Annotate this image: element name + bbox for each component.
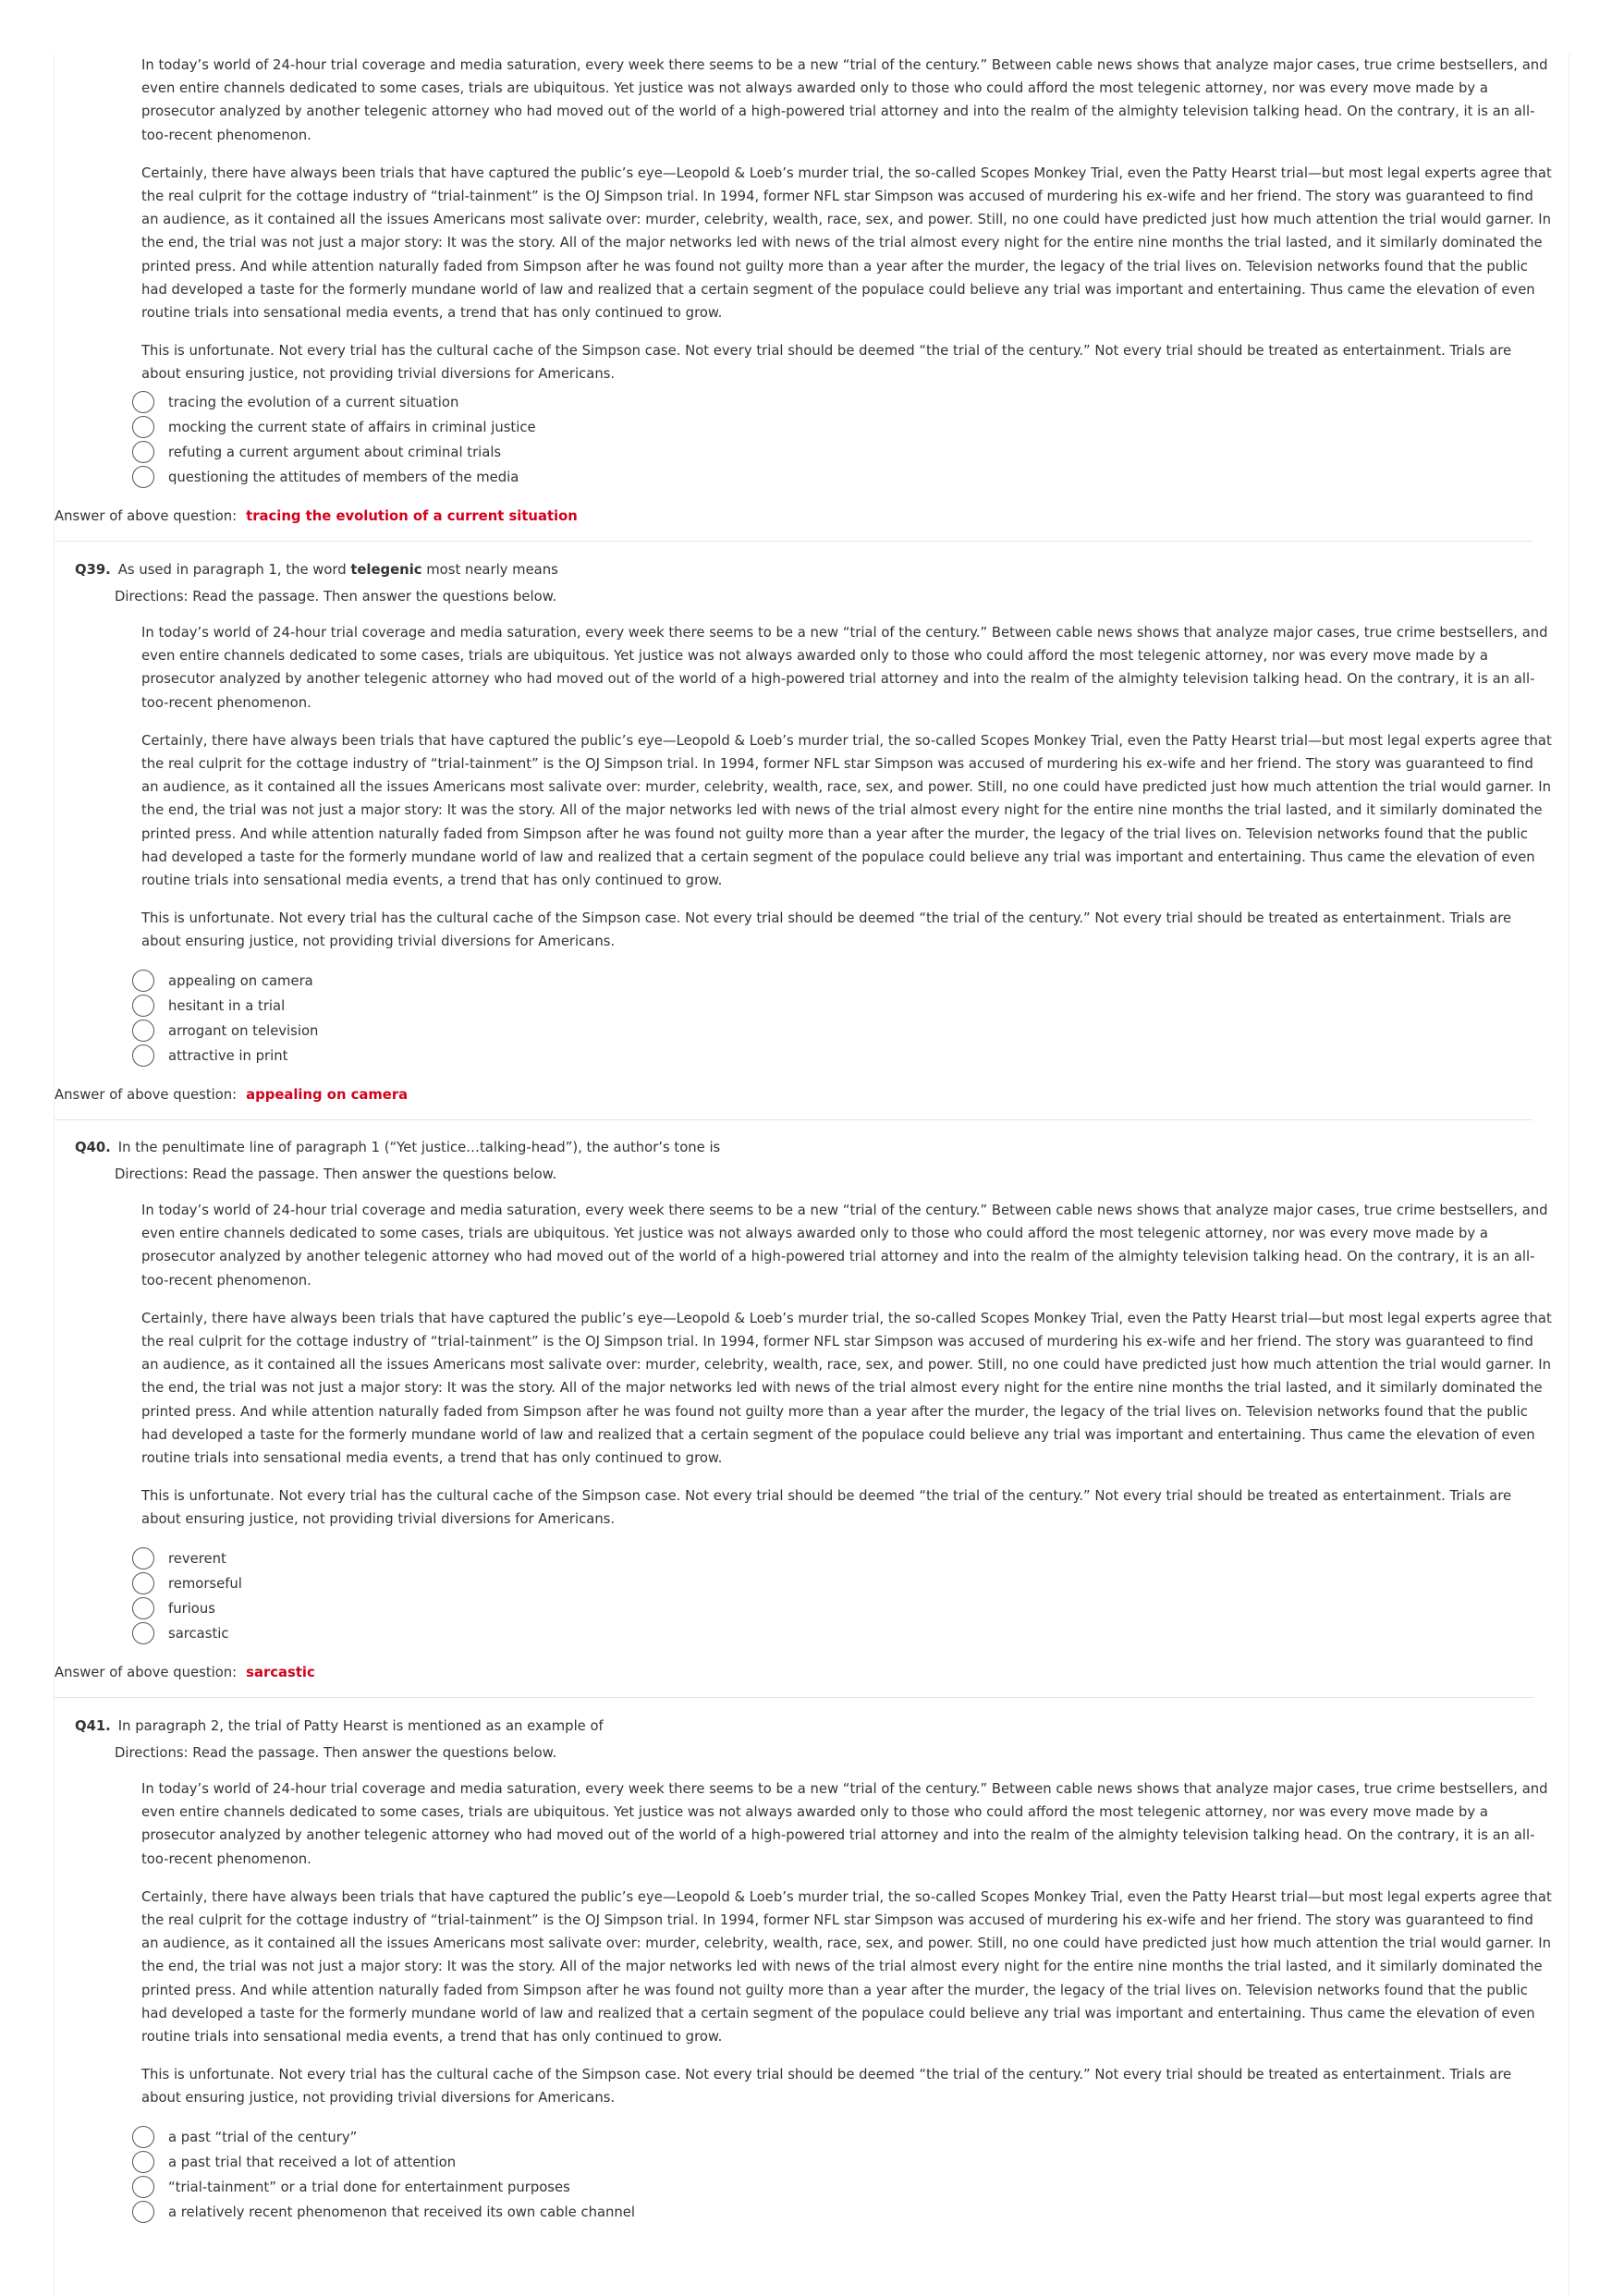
answer-prefix: Answer of above question: (55, 1664, 238, 1680)
radio-button[interactable] (132, 466, 154, 488)
option-item[interactable] (132, 1546, 1554, 1571)
passage (141, 54, 1554, 386)
option-item[interactable] (132, 2125, 1554, 2150)
option-label: attractive in print (168, 1047, 288, 1064)
option-label: remorseful (168, 1575, 242, 1592)
radio-button[interactable] (132, 1044, 154, 1067)
passage-paragraph: Certainly, there have always been trials that have captured the public’s eye—Leopold & Loeb’s murder trial, the so-called Scopes Monkey Trial, even the Patty Hearst trial—but most legal experts agree that the real culprit for the cottage industry of “trial-tainment” is the OJ Simpson trial. In 1994, former NFL star Simpson was accused of murdering his ex-wife and her friend. The story was guaranteed to find an audience, as it contained all the issues Americans most salivate over: murder, celebrity, wealth, race, sex, and power. Still, no one could have predicted just how much attention the trial would garner. In the end, the trial was not just a major story: It was the story. All of the major networks led with news of the trial almost every night for the entire nine months the trial lasted, and it similarly dominated the printed press. And while attention naturally faded from Simpson after he was found not guilty more than a year after the murder, the legacy of the trial lives on. Television networks found that the public had developed a taste for the formerly mundane world of law and realized that a certain segment of the populace could believe any trial was important and entertaining. Thus came the elevation of even routine trials into sensational media events, a trend that has only continued to grow. (141, 1310, 1552, 1467)
divider (55, 1119, 1533, 1120)
question-text: In paragraph 2, the trial of Patty Hearst is mentioned as an example of (117, 1718, 604, 1734)
divider (55, 1697, 1533, 1698)
question-stem (75, 1136, 1554, 1159)
divider (55, 541, 1533, 542)
option-item[interactable] (132, 1019, 1554, 1044)
question-text: As used in paragraph 1, the word (117, 562, 351, 578)
question-number: Q39. (75, 562, 111, 578)
passage-paragraph: In today’s world of 24-hour trial coverage and media saturation, every week there seems to be a new “trial of the century.” Between cable news shows that analyze major cases, true crime bestsellers, and even entire channels dedicated to some cases, trials are ubiquitous. Yet justice was not always awarded only to those who could afford the most telegenic attorney, nor was every move made by a prosecutor analyzed by another telegenic attorney who had moved out of the world of a high-powered trial attorney and into the realm of the almighty television talking head. On the contrary, it is an all-too-recent phenomenon. (141, 57, 1548, 143)
question-stem (75, 558, 1554, 581)
radio-button[interactable] (132, 1597, 154, 1619)
option-item[interactable] (132, 2150, 1554, 2175)
option-label: a past trial that received a lot of attention (168, 2154, 457, 2170)
option-label: furious (168, 1600, 215, 1617)
option-label: a relatively recent phenomenon that received its own cable channel (168, 2204, 636, 2220)
question-text: most nearly means (421, 562, 558, 578)
option-label: “trial-tainment” or a trial done for entertainment purposes (168, 2179, 570, 2195)
radio-button[interactable] (132, 2176, 154, 2198)
radio-button[interactable] (132, 2151, 154, 2173)
passage (141, 621, 1554, 954)
option-label: a past “trial of the century” (168, 2129, 358, 2145)
answer-value: tracing the evolution of a current situation (246, 507, 578, 524)
answer-prefix: Answer of above question: (55, 507, 238, 524)
radio-button[interactable] (132, 1622, 154, 1644)
radio-button[interactable] (132, 1547, 154, 1569)
option-item[interactable] (132, 994, 1554, 1019)
option-label: arrogant on television (168, 1022, 319, 1039)
radio-button[interactable] (132, 441, 154, 463)
passage (141, 1777, 1554, 2110)
answer-value: appealing on camera (246, 1086, 409, 1103)
answer-options (132, 2125, 1554, 2225)
passage-paragraph: In today’s world of 24-hour trial coverage and media saturation, every week there seems to be a new “trial of the century.” Between cable news shows that analyze major cases, true crime bestsellers, and even entire channels dedicated to some cases, trials are ubiquitous. Yet justice was not always awarded only to those who could afford the most telegenic attorney, nor was every move made by a prosecutor analyzed by another telegenic attorney who had moved out of the world of a high-powered trial attorney and into the realm of the almighty television talking head. On the contrary, it is an all-too-recent phenomenon. (141, 1781, 1548, 1867)
question-block-38 (55, 54, 1554, 542)
passage-paragraph: Certainly, there have always been trials that have captured the public’s eye—Leopold & Loeb’s murder trial, the so-called Scopes Monkey Trial, even the Patty Hearst trial—but most legal experts agree that the real culprit for the cottage industry of “trial-tainment” is the OJ Simpson trial. In 1994, former NFL star Simpson was accused of murdering his ex-wife and her friend. The story was guaranteed to find an audience, as it contained all the issues Americans most salivate over: murder, celebrity, wealth, race, sex, and power. Still, no one could have predicted just how much attention the trial would garner. In the end, the trial was not just a major story: It was the story. All of the major networks led with news of the trial almost every night for the entire nine months the trial lasted, and it similarly dominated the printed press. And while attention naturally faded from Simpson after he was found not guilty more than a year after the murder, the legacy of the trial lives on. Television networks found that the public had developed a taste for the formerly mundane world of law and realized that a certain segment of the populace could believe any trial was important and entertaining. Thus came the elevation of even routine trials into sensational media events, a trend that has only continued to grow. (141, 732, 1552, 889)
option-item[interactable] (132, 415, 1554, 440)
passage-paragraph: In today’s world of 24-hour trial coverage and media saturation, every week there seems to be a new “trial of the century.” Between cable news shows that analyze major cases, true crime bestsellers, and even entire channels dedicated to some cases, trials are ubiquitous. Yet justice was not always awarded only to those who could afford the most telegenic attorney, nor was every move made by a prosecutor analyzed by another telegenic attorney who had moved out of the world of a high-powered trial attorney and into the realm of the almighty television talking head. On the contrary, it is an all-too-recent phenomenon. (141, 1203, 1548, 1288)
option-item[interactable] (132, 1044, 1554, 1069)
option-item[interactable] (132, 1571, 1554, 1596)
radio-button[interactable] (132, 2126, 154, 2148)
answer-prefix: Answer of above question: (55, 1086, 238, 1103)
directions: Directions: Read the passage. Then answer the questions below. (115, 1166, 557, 1182)
directions: Directions: Read the passage. Then answer the questions below. (115, 1745, 557, 1761)
radio-button[interactable] (132, 970, 154, 992)
question-number: Q41. (75, 1718, 111, 1734)
answer-line (55, 1661, 1554, 1684)
radio-button[interactable] (132, 2201, 154, 2223)
option-label: appealing on camera (168, 972, 313, 989)
answer-options (132, 969, 1554, 1069)
radio-button[interactable] (132, 416, 154, 438)
option-label: hesitant in a trial (168, 997, 286, 1014)
option-label: mocking the current state of affairs in criminal justice (168, 419, 536, 435)
question-page (54, 54, 1569, 2296)
answer-options (132, 1546, 1554, 1646)
passage-paragraph: This is unfortunate. Not every trial has the cultural cache of the Simpson case. Not every trial should be deemed “the trial of the century.” Not every trial should be treated as entertainment. Trials are about ensuring justice, not providing trivial diversions for Americans. (141, 910, 1512, 950)
passage (141, 1199, 1554, 1532)
option-item[interactable] (132, 1621, 1554, 1646)
radio-button[interactable] (132, 995, 154, 1017)
answer-value: sarcastic (246, 1664, 315, 1680)
radio-button[interactable] (132, 391, 154, 413)
question-number: Q40. (75, 1140, 111, 1155)
passage-paragraph: This is unfortunate. Not every trial has the cultural cache of the Simpson case. Not every trial should be deemed “the trial of the century.” Not every trial should be treated as entertainment. Trials are about ensuring justice, not providing trivial diversions for Americans. (141, 1488, 1512, 1528)
option-label: sarcastic (168, 1625, 229, 1642)
option-item[interactable] (132, 2200, 1554, 2225)
option-label: questioning the attitudes of members of the media (168, 469, 519, 485)
passage-paragraph: In today’s world of 24-hour trial coverage and media saturation, every week there seems to be a new “trial of the century.” Between cable news shows that analyze major cases, true crime bestsellers, and even entire channels dedicated to some cases, trials are ubiquitous. Yet justice was not always awarded only to those who could afford the most telegenic attorney, nor was every move made by a prosecutor analyzed by another telegenic attorney who had moved out of the world of a high-powered trial attorney and into the realm of the almighty television talking head. On the contrary, it is an all-too-recent phenomenon. (141, 625, 1548, 711)
question-block-40 (55, 1136, 1554, 1698)
option-item[interactable] (132, 390, 1554, 415)
radio-button[interactable] (132, 1572, 154, 1594)
option-label: tracing the evolution of a current situation (168, 394, 459, 410)
option-item[interactable] (132, 465, 1554, 490)
directions: Directions: Read the passage. Then answer the questions below. (115, 589, 557, 605)
question-block-41 (75, 1715, 1554, 2225)
answer-options (132, 390, 1554, 490)
question-text: In the penultimate line of paragraph 1 (“Yet justice…talking-head”), the author’s tone is (117, 1140, 721, 1155)
passage-paragraph: This is unfortunate. Not every trial has the cultural cache of the Simpson case. Not every trial should be deemed “the trial of the century.” Not every trial should be treated as entertainment. Trials are about ensuring justice, not providing trivial diversions for Americans. (141, 2067, 1512, 2107)
answer-line (55, 505, 1554, 528)
option-item[interactable] (132, 969, 1554, 994)
answer-line (55, 1083, 1554, 1106)
option-item[interactable] (132, 1596, 1554, 1621)
option-item[interactable] (132, 440, 1554, 465)
question-keyword: telegenic (350, 562, 422, 578)
passage-paragraph: This is unfortunate. Not every trial has the cultural cache of the Simpson case. Not every trial should be deemed “the trial of the century.” Not every trial should be treated as entertainment. Trials are about ensuring justice, not providing trivial diversions for Americans. (141, 343, 1512, 383)
option-label: refuting a current argument about criminal trials (168, 444, 502, 460)
option-label: reverent (168, 1550, 226, 1567)
radio-button[interactable] (132, 1020, 154, 1042)
option-item[interactable] (132, 2175, 1554, 2200)
passage-paragraph: Certainly, there have always been trials that have captured the public’s eye—Leopold & Loeb’s murder trial, the so-called Scopes Monkey Trial, even the Patty Hearst trial—but most legal experts agree that the real culprit for the cottage industry of “trial-tainment” is the OJ Simpson trial. In 1994, former NFL star Simpson was accused of murdering his ex-wife and her friend. The story was guaranteed to find an audience, as it contained all the issues Americans most salivate over: murder, celebrity, wealth, race, sex, and power. Still, no one could have predicted just how much attention the trial would garner. In the end, the trial was not just a major story: It was the story. All of the major networks led with news of the trial almost every night for the entire nine months the trial lasted, and it similarly dominated the printed press. And while attention naturally faded from Simpson after he was found not guilty more than a year after the murder, the legacy of the trial lives on. Television networks found that the public had developed a taste for the formerly mundane world of law and realized that a certain segment of the populace could believe any trial was important and entertaining. Thus came the elevation of even routine trials into sensational media events, a trend that has only continued to grow. (141, 1888, 1552, 2046)
question-stem (75, 1715, 1554, 1738)
passage-paragraph: Certainly, there have always been trials that have captured the public’s eye—Leopold & Loeb’s murder trial, the so-called Scopes Monkey Trial, even the Patty Hearst trial—but most legal experts agree that the real culprit for the cottage industry of “trial-tainment” is the OJ Simpson trial. In 1994, former NFL star Simpson was accused of murdering his ex-wife and her friend. The story was guaranteed to find an audience, as it contained all the issues Americans most salivate over: murder, celebrity, wealth, race, sex, and power. Still, no one could have predicted just how much attention the trial would garner. In the end, the trial was not just a major story: It was the story. All of the major networks led with news of the trial almost every night for the entire nine months the trial lasted, and it similarly dominated the printed press. And while attention naturally faded from Simpson after he was found not guilty more than a year after the murder, the legacy of the trial lives on. Television networks found that the public had developed a taste for the formerly mundane world of law and realized that a certain segment of the populace could believe any trial was important and entertaining. Thus came the elevation of even routine trials into sensational media events, a trend that has only continued to grow. (141, 165, 1552, 322)
question-block-39 (55, 558, 1554, 1120)
